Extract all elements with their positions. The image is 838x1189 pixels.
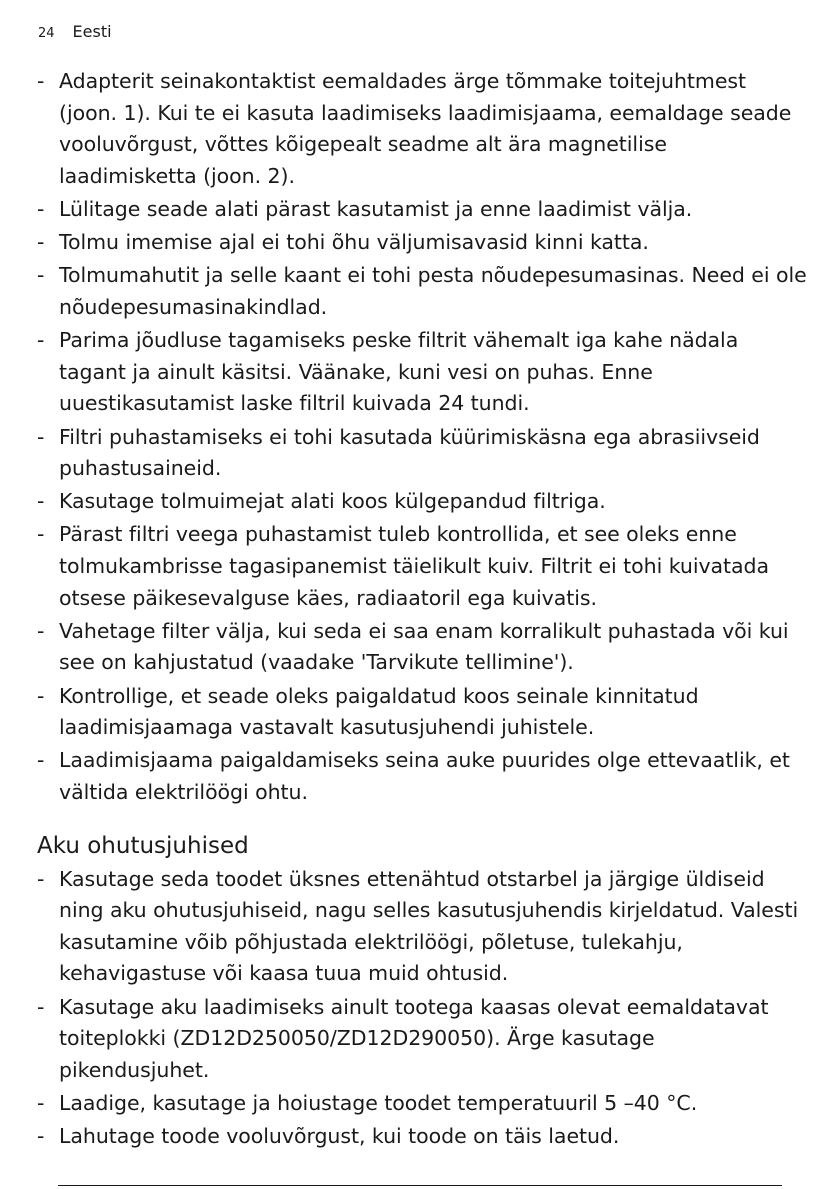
bullet-dash: - <box>37 424 45 449</box>
list-item <box>37 422 807 485</box>
list-item <box>37 616 807 679</box>
list-item <box>37 227 807 259</box>
list-item-text: Pärast filtri veega puhastamist tuleb kontrollida, et see oleks enne tolmukambrisse tagasipanemist täielikult kuiv. Filtrit ei tohi kuivatada otsese päikesevalguse käes, radiaatoril ega kuivatis. <box>59 522 770 610</box>
list-item <box>37 194 807 226</box>
list-item <box>37 1121 807 1153</box>
list-item <box>37 66 807 192</box>
bullet-dash: - <box>37 69 45 93</box>
list-item <box>37 519 807 614</box>
bullet-dash: - <box>37 230 45 255</box>
bullet-dash: - <box>37 328 45 353</box>
section-title: Aku ohutusjuhised <box>37 832 249 859</box>
bullet-dash: - <box>37 1124 45 1149</box>
bullet-dash: - <box>37 683 45 708</box>
footer-divider <box>58 1185 782 1186</box>
list-item <box>37 1088 807 1120</box>
bullet-dash: - <box>37 196 45 221</box>
list-item-text: Tolmumahutit ja selle kaant ei tohi pesta nõudepesumasinas. Need ei ole nõudepesumasinakindlad. <box>59 263 807 319</box>
list-item-text: Lahutage toode vooluvõrgust, kui toode on täis laetud. <box>59 1124 620 1149</box>
list-item-text: Adapterit seinakontaktist eemaldades ärge tõmmake toitejuhtmest (joon. 1). Kui te ei kasuta laadimiseks laadimisjaama, eemaldage seade vooluvõrgust, võttes kõigepealt seadme alt ära magnetilise laadimisketta (joon. 2). <box>59 69 792 188</box>
list-item-text: Tolmu imemise ajal ei tohi õhu väljumisavasid kinni katta. <box>59 230 649 255</box>
list-item <box>37 486 807 518</box>
list-item <box>37 992 807 1087</box>
list-item-text: Parima jõudluse tagamiseks peske filtrit vähemalt iga kahe nädala tagant ja ainult käsitsi. Väänake, kuni vesi on puhas. Enne uuestikasutamist laske filtril kuivada 24 tundi. <box>59 328 739 416</box>
bullet-dash: - <box>37 1090 45 1115</box>
list-item-text: Laadimisjaama paigaldamiseks seina auke puurides olge ettevaatlik, et vältida elektrilöögi ohtu. <box>59 748 790 804</box>
page-header <box>38 22 112 44</box>
bullet-dash: - <box>37 522 45 547</box>
list-item-text: Kasutage tolmuimejat alati koos külgepandud filtriga. <box>59 489 606 514</box>
bullet-dash: - <box>37 263 45 288</box>
list-item-text: Vahetage filter välja, kui seda ei saa enam korralikult puhastada või kui see on kahjustatud (vaadake 'Tarvikute tellimine'). <box>59 618 789 675</box>
bullet-dash: - <box>37 618 45 643</box>
list-item <box>37 681 807 744</box>
list-item-text: Filtri puhastamiseks ei tohi kasutada küürimiskäsna ega abrasiivseid puhastusaineid. <box>59 424 760 481</box>
battery-safety-list <box>37 864 807 1153</box>
bullet-dash: - <box>37 866 45 891</box>
list-item-text: Kontrollige, et seade oleks paigaldatud koos seinale kinnitatud laadimisjaamaga vastavalt kasutusjuhendi juhistele. <box>59 683 699 740</box>
language-label: Eesti <box>72 22 112 41</box>
page-number: 24 <box>38 26 55 41</box>
safety-list <box>37 66 807 809</box>
bullet-dash: - <box>37 994 45 1019</box>
list-item <box>37 864 807 990</box>
list-item-text: Kasutage aku laadimiseks ainult tootega kaasas olevat eemaldatavat toiteplokki (ZD12D250050/ZD12D290050). Ärge kasutage pikendusjuhet. <box>59 994 769 1082</box>
list-item-text: Laadige, kasutage ja hoiustage toodet temperatuuril 5 –40 °C. <box>59 1090 698 1115</box>
bullet-dash: - <box>37 489 45 514</box>
list-item-text: Kasutage seda toodet üksnes ettenähtud otstarbel ja järgige üldiseid ning aku ohutusjuhiseid, nagu selles kasutusjuhendis kirjeldatud. Valesti kasutamine võib põhjustada elektrilöögi, põletuse, tulekahju, kehavigastuse või kaasa tuua muid ohtusid. <box>59 866 799 986</box>
bullet-dash: - <box>37 748 45 773</box>
list-item <box>37 325 807 420</box>
list-item <box>37 260 807 323</box>
list-item-text: Lülitage seade alati pärast kasutamist ja enne laadimist välja. <box>59 196 693 221</box>
list-item <box>37 745 807 808</box>
page-content <box>37 66 807 1154</box>
